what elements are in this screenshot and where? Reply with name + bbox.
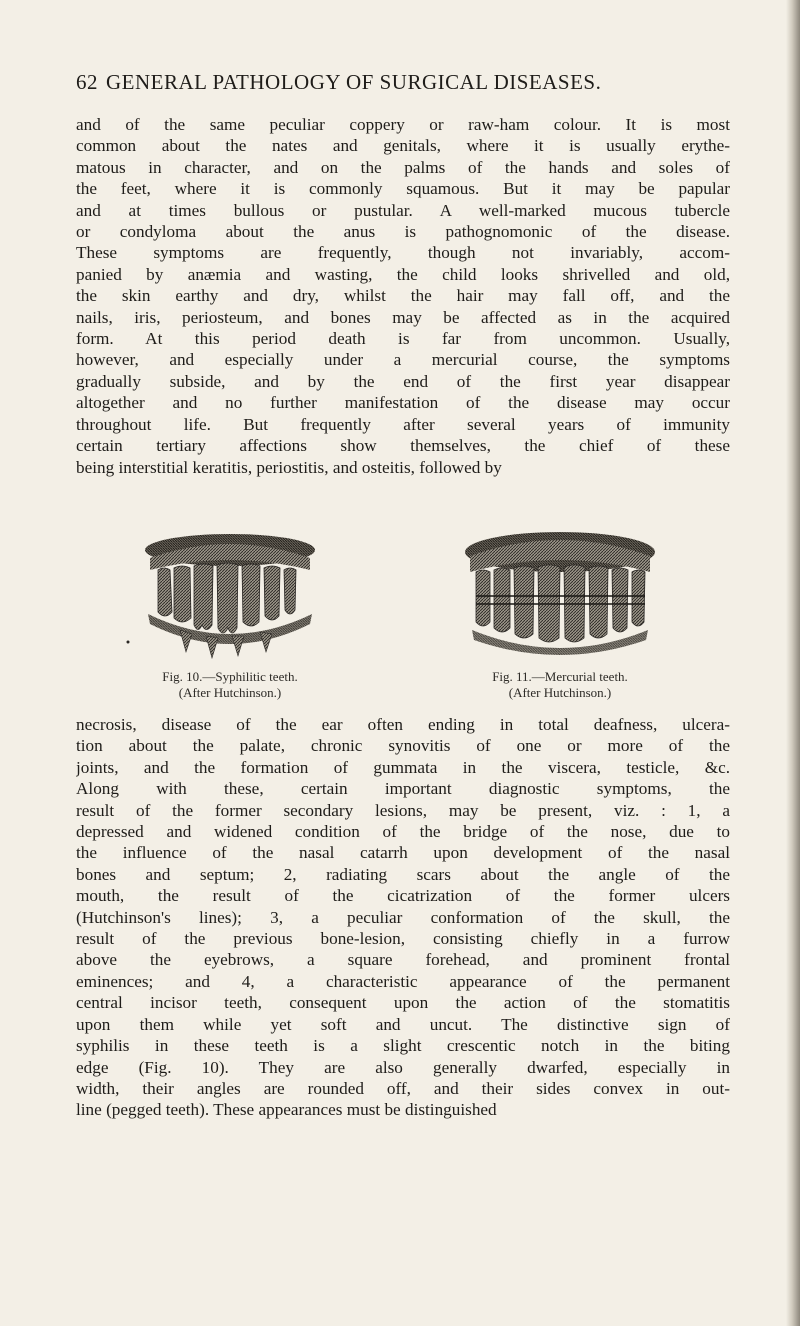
text-line: however, and especially under a mercurial course, the symptoms [76,350,730,370]
text-line: and at times bullous or pustular. A well-marked mucous tubercle [76,200,730,220]
page-binding-edge [786,0,800,1326]
figure-10-caption: Fig. 10.—Syphilitic teeth. [162,669,298,684]
text-line: mouth, the result of the cicatrization of the former ulcers [76,886,730,906]
page-number: 62 [76,70,98,94]
running-title: GENERAL PATHOLOGY OF SURGICAL DISEASES. [106,70,602,94]
text-line: matous in character, and on the palms of the hands and soles of [76,157,730,177]
text-line: joints, and the formation of gummata in the viscera, testicle, &c. [76,757,730,777]
text-line: width, their angles are rounded off, and their sides convex in out- [76,1078,730,1098]
text-line: necrosis, disease of the ear often ending in total deafness, ulcera- [76,715,730,734]
figures-row [120,530,680,705]
text-line: above the eyebrows, a square forehead, and prominent frontal [76,950,730,970]
text-line: These symptoms are frequently, though not invariably, accom- [76,243,730,263]
text-line: line (pegged teeth). These appearances must be distinguished [76,1100,497,1120]
text-line: edge (Fig. 10). They are also generally dwarfed, especially in [76,1057,730,1077]
text-line: altogether and no further manifestation of the disease may occur [76,393,730,413]
text-line: result of the former secondary lesions, may be present, viz. : 1, a [76,800,730,820]
text-line: the skin earthy and dry, whilst the hair may fall off, and the [76,286,730,306]
text-line: certain tertiary affections show themselves, the chief of these [76,436,730,456]
text-line: result of the previous bone-lesion, consisting chiefly in a furrow [76,929,730,949]
figure-11 [450,530,670,701]
text-line: or condyloma about the anus is pathognomonic of the disease. [76,222,730,242]
text-line: depressed and widened condition of the bridge of the nose, due to [76,822,730,842]
text-line: and of the same peculiar coppery or raw-ham colour. It is most [76,115,730,134]
text-line: the feet, where it is commonly squamous. But it may be papular [76,179,730,199]
text-line: nails, iris, periosteum, and bones may be affected as in the acquired [76,307,730,327]
text-line: central incisor teeth, consequent upon the action of the stomatitis [76,993,730,1013]
figure-11-credit: (After Hutchinson.) [508,685,612,700]
text-line: panied by anæmia and wasting, the child looks shrivelled and old, [76,264,730,284]
text-line: Along with these, certain important diagnostic symptoms, the [76,779,730,799]
figure-11-caption: Fig. 11.—Mercurial teeth. [492,669,628,684]
page-header [76,70,736,95]
text-line: gradually subside, and by the end of the first year disappear [76,371,730,391]
paragraph-1 [76,114,730,478]
text-line: eminences; and 4, a characteristic appearance of the permanent [76,971,730,991]
mercurial-teeth-illustration [450,530,670,665]
text-line: throughout life. But frequently after several years of immunity [76,414,730,434]
text-line: syphilis in these teeth is a slight crescentic notch in the biting [76,1036,730,1056]
text-line: common about the nates and genitals, where it is usually erythe- [76,136,730,156]
text-line: tion about the palate, chronic synovitis of one or more of the [76,736,730,756]
text-line: the influence of the nasal catarrh upon development of the nasal [76,843,730,863]
figure-10-credit: (After Hutchinson.) [178,685,282,700]
text-line: being interstitial keratitis, periostitis, and osteitis, followed by [76,457,502,477]
text-line: (Hutchinson's lines); 3, a peculiar conformation of the skull, the [76,907,730,927]
text-line: bones and septum; 2, radiating scars about the angle of the [76,864,730,884]
figure-10 [120,530,340,701]
syphilitic-teeth-illustration [120,530,340,665]
text-line: form. At this period death is far from uncommon. Usually, [76,329,730,349]
text-line: upon them while yet soft and uncut. The distinctive sign of [76,1014,730,1034]
paragraph-2 [76,714,730,1121]
